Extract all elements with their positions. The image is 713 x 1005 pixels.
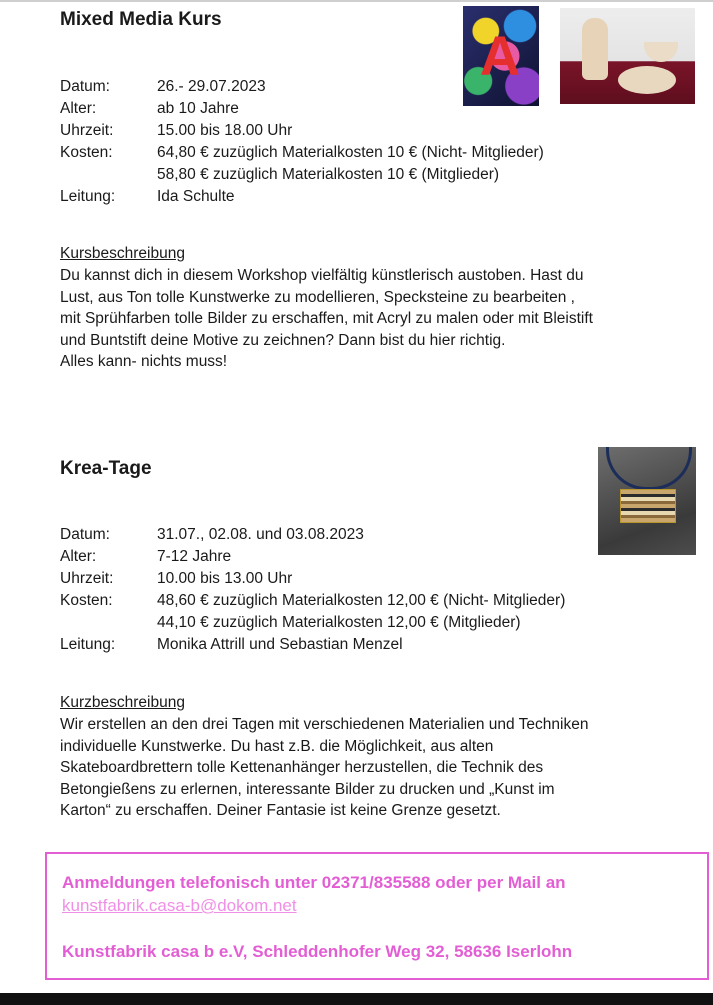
course2-details (60, 524, 565, 656)
course2-title: Krea-Tage (60, 458, 152, 479)
alter-value: ab 10 Jahre (157, 100, 239, 117)
course1-uhrzeit-row (60, 120, 544, 142)
kosten-value-nonmember: 64,80 € zuzüglich Materialkosten 10 € (Nicht- Mitglieder) (157, 144, 544, 161)
alter-label: Alter: (60, 548, 97, 565)
course2-kosten-row (60, 590, 565, 612)
course2-description-heading: Kurzbeschreibung (60, 694, 185, 711)
course2-leitung-row (60, 634, 565, 656)
registration-phone-text: Anmeldungen telefonisch unter 02371/835588 oder per Mail an (62, 873, 566, 892)
course2-uhrzeit-row (60, 568, 565, 590)
leitung-label: Leitung: (60, 636, 116, 653)
alter-label: Alter: (60, 100, 97, 117)
clay-figure-shape (582, 18, 608, 80)
painting-letter: A (479, 24, 521, 87)
skateboard-pendant-shape (620, 489, 676, 523)
course1-alter-row (60, 98, 544, 120)
course1-description (60, 265, 710, 373)
course2-datum-row (60, 524, 565, 546)
datum-value: 26.- 29.07.2023 (157, 78, 266, 95)
kosten-label: Kosten: (60, 592, 113, 609)
course1-details (60, 76, 544, 208)
registration-email-link[interactable]: kunstfabrik.casa-b@dokom.net (62, 896, 297, 915)
course1-datum-row (60, 76, 544, 98)
description-line: Du kannst dich in diesem Workshop vielfältig künstlerisch austoben. Hast du (60, 267, 584, 284)
clay-dish-shape (618, 66, 676, 94)
description-line: und Buntstift deine Motive zu zeichnen? Dann bist du hier richtig. (60, 331, 506, 349)
kosten-label: Kosten: (60, 144, 113, 161)
course1-title: Mixed Media Kurs (60, 9, 222, 30)
uhrzeit-label: Uhrzeit: (60, 570, 114, 587)
description-line: Betongießens zu erlernen, interessante Bilder zu drucken und „Kunst im (60, 780, 555, 798)
leitung-value: Monika Attrill und Sebastian Menzel (157, 636, 403, 653)
description-line: individuelle Kunstwerke. Du hast z.B. die Möglichkeit, aus alten (60, 737, 494, 755)
kosten-value-nonmember: 48,60 € zuzüglich Materialkosten 12,00 € (Nicht- Mitglieder) (157, 592, 566, 609)
description-line: Alles kann- nichts muss! (60, 353, 228, 370)
leitung-value: Ida Schulte (157, 188, 235, 205)
datum-value: 31.07., 02.08. und 03.08.2023 (157, 526, 364, 543)
course1-kosten-row (60, 142, 544, 164)
necklace-cord-shape (606, 447, 692, 490)
course2-alter-row (60, 546, 565, 568)
registration-box (45, 852, 709, 980)
description-line: Skateboardbrettern tolle Kettenanhänger herzustellen, die Technik des (60, 759, 544, 776)
leitung-label: Leitung: (60, 188, 116, 205)
description-line: Wir erstellen an den drei Tagen mit verschiedenen Materialien und Techniken (60, 716, 589, 733)
uhrzeit-label: Uhrzeit: (60, 122, 114, 139)
kosten-value-member: 44,10 € zuzüglich Materialkosten 12,00 € (Mitglieder) (157, 614, 521, 631)
necklace-pendant-image (598, 447, 696, 555)
kosten-value-member: 58,80 € zuzüglich Materialkosten 10 € (Mitglieder) (157, 166, 500, 183)
bottom-bar (0, 993, 713, 1005)
datum-label: Datum: (60, 526, 110, 543)
clay-bowl-shape (644, 42, 678, 62)
course2-description (60, 714, 710, 822)
uhrzeit-value: 15.00 bis 18.00 Uhr (157, 122, 293, 139)
description-line: Karton“ zu erschaffen. Deiner Fantasie ist keine Grenze gesetzt. (60, 802, 501, 819)
course1-description-heading: Kursbeschreibung (60, 245, 185, 262)
clay-sculptures-image (560, 8, 695, 104)
datum-label: Datum: (60, 78, 110, 95)
description-line: mit Sprühfarben tolle Bilder zu erschaffen, mit Acryl zu malen oder mit Bleistift (60, 310, 593, 327)
top-border (0, 0, 713, 2)
description-line: Lust, aus Ton tolle Kunstwerke zu modellieren, Specksteine zu bearbeiten , (60, 288, 575, 306)
organizer-address: Kunstfabrik casa b e.V, Schleddenhofer Weg 32, 58636 Iserlohn (62, 942, 573, 961)
course1-leitung-row (60, 186, 544, 208)
alter-value: 7-12 Jahre (157, 548, 232, 565)
uhrzeit-value: 10.00 bis 13.00 Uhr (157, 570, 293, 587)
